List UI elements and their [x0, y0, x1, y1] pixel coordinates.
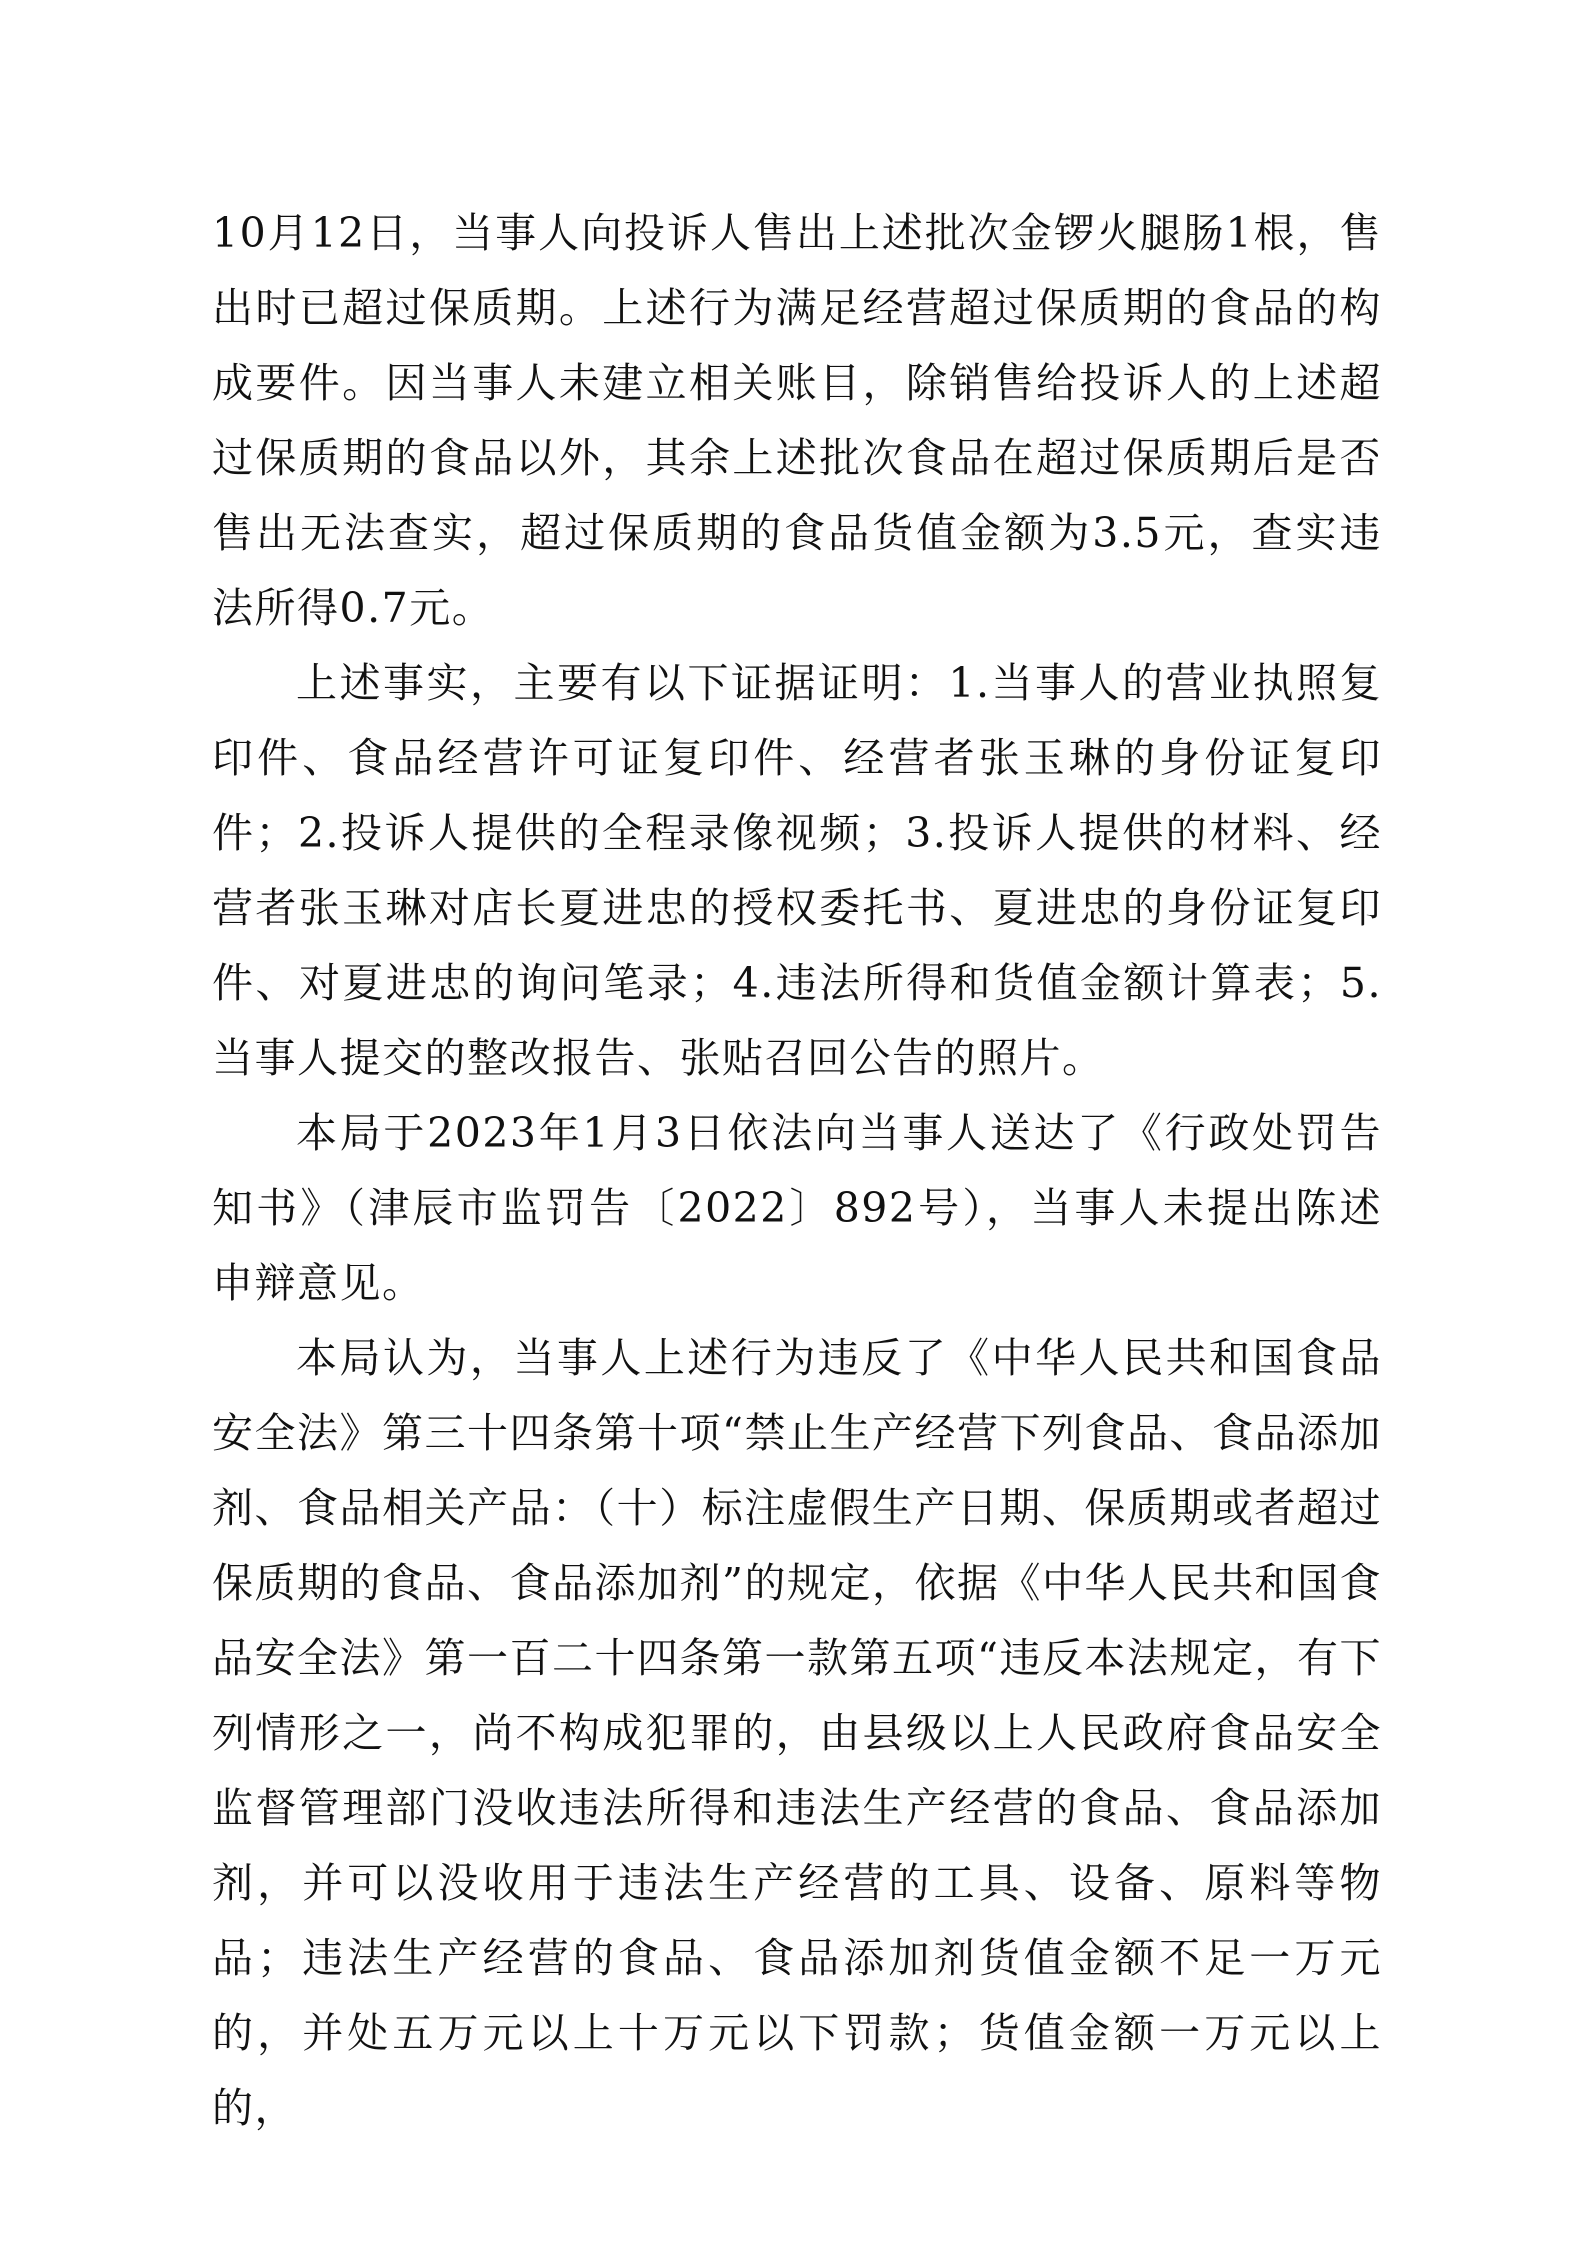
paragraph-evidence: 上述事实，主要有以下证据证明：1.当事人的营业执照复印件、食品经营许可证复印件、经营者张玉琳的身份证复印件；2.投诉人提供的全程录像视频；3.投诉人提供的材料、经营者张玉琳对店长夏进忠的授权委托书、夏进忠的身份证复印件、对夏进忠的询问笔录；4.违法所得和货值金额计算表；5.当事人提交的整改报告、张贴召回公告的照片。	[212, 659, 1382, 1082]
paragraph-legal-basis: 本局认为，当事人上述行为违反了《中华人民共和国食品安全法》第三十四条第十项“禁止生产经营下列食品、食品添加剂、食品相关产品：（十）标注虚假生产日期、保质期或者超过保质期的食品、食品添加剂”的规定，依据《中华人民共和国食品安全法》第一百二十四条第一款第五项“违反本法规定，有下列情形之一，尚不构成犯罪的，由县级以上人民政府食品安全监督管理部门没收违法所得和违法生产经营的食品、食品添加剂，并可以没收用于违法生产经营的工具、设备、原料等物品；违法生产经营的食品、食品添加剂货值金额不足一万元的，并处五万元以上十万元以下罚款；货值金额一万元以上的，	[212, 1334, 1382, 2132]
paragraph-notice: 本局于2023年1月3日依法向当事人送达了《行政处罚告知书》（津辰市监罚告〔2022〕892号），当事人未提出陈述申辩意见。	[212, 1109, 1382, 1307]
paragraph-facts: 10月12日，当事人向投诉人售出上述批次金锣火腿肠1根，售出时已超过保质期。上述行为满足经营超过保质期的食品的构成要件。因当事人未建立相关账目，除销售给投诉人的上述超过保质期的食品以外，其余上述批次食品在超过保质期后是否售出无法查实，超过保质期的食品货值金额为3.5元，查实违法所得0.7元。	[212, 209, 1382, 632]
document-body	[212, 196, 1382, 2146]
